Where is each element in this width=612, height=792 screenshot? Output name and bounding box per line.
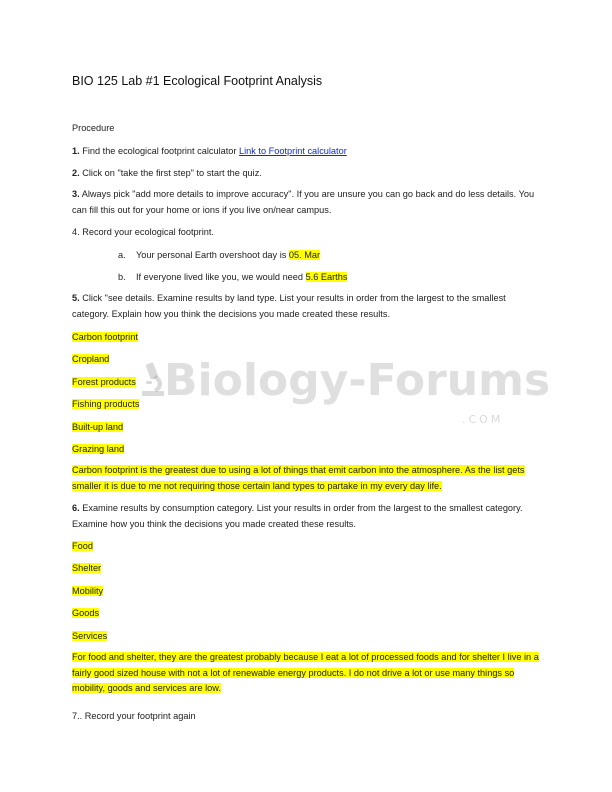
step-2 xyxy=(72,168,262,179)
step-6-number: 6. xyxy=(72,503,80,513)
step-5 xyxy=(72,291,542,322)
earths-needed-answer: 5.6 Earths xyxy=(305,272,348,282)
land-type-item: Cropland xyxy=(72,354,110,364)
step-4b-text: If everyone lived like you, we would need xyxy=(136,272,306,282)
step-3-text: Always pick "add more details to improve accuracy". If you are unsure you can go back and do less details. You can fill this out for your home or ions if you live on/near campus. xyxy=(72,189,535,215)
step-4: 4. Record your ecological footprint. xyxy=(72,227,214,237)
step-5-number: 5. xyxy=(72,293,80,303)
step-7: 7.. Record your footprint again xyxy=(72,711,196,721)
step-1-text: Find the ecological footprint calculator xyxy=(79,146,240,156)
step-4a xyxy=(118,250,320,261)
step-4a-marker: a. xyxy=(118,250,126,260)
procedure-heading: Procedure xyxy=(72,123,115,133)
consumption-item: Goods xyxy=(72,608,100,618)
step-4a-text: Your personal Earth overshoot day is xyxy=(136,250,289,260)
watermark-suffix: .COM xyxy=(462,413,504,426)
land-type-item: Fishing products xyxy=(72,399,140,409)
step-2-text: Click on "take the first step" to start the quiz. xyxy=(79,168,262,178)
step-6-text: Examine results by consumption category. List your results in order from the largest to the smallest category. Examine how you think the decisions you made created these results. xyxy=(72,503,523,529)
step-6 xyxy=(72,501,542,532)
step-1 xyxy=(72,146,347,157)
document-title: BIO 125 Lab #1 Ecological Footprint Analysis xyxy=(72,74,323,88)
footprint-calculator-link[interactable]: Link to Footprint calculator xyxy=(239,146,347,156)
watermark xyxy=(140,355,551,435)
consumption-item: Food xyxy=(72,541,93,551)
step-2-number: 2. xyxy=(72,168,80,178)
step-5-text: Click "see details. Examine results by land type. List your results in order from the largest to the smallest category. Explain how you think the decisions you made created these results. xyxy=(72,293,506,319)
land-type-item: Grazing land xyxy=(72,444,125,454)
step-4b xyxy=(118,272,347,283)
consumption-explanation: For food and shelter, they are the greatest probably because I eat a lot of processed foods and for shelter I live in a fairly good sized house with not a lot of renewable energy products. I do not drive a lot or use many things so mobility, goods and services are low. xyxy=(72,652,539,693)
land-type-item: Forest products xyxy=(72,377,136,387)
step-4b-marker: b. xyxy=(118,272,126,282)
step-3-number: 3. xyxy=(72,189,80,199)
consumption-item: Mobility xyxy=(72,586,104,596)
consumption-item: Shelter xyxy=(72,563,102,573)
land-type-explanation: Carbon footprint is the greatest due to using a lot of things that emit carbon into the atmosphere. As the list gets smaller it is due to me not requiring those certain land types to partake in my every day life. xyxy=(72,465,525,491)
watermark-text: Biology-Forums xyxy=(164,355,551,406)
overshoot-day-answer: 05. Mar xyxy=(288,250,321,260)
land-type-item: Built-up land xyxy=(72,422,124,432)
microscope-logo-icon xyxy=(134,361,168,401)
step-3 xyxy=(72,187,542,218)
land-type-item: Carbon footprint xyxy=(72,332,138,342)
consumption-item: Services xyxy=(72,631,108,641)
step-1-number: 1. xyxy=(72,146,80,156)
